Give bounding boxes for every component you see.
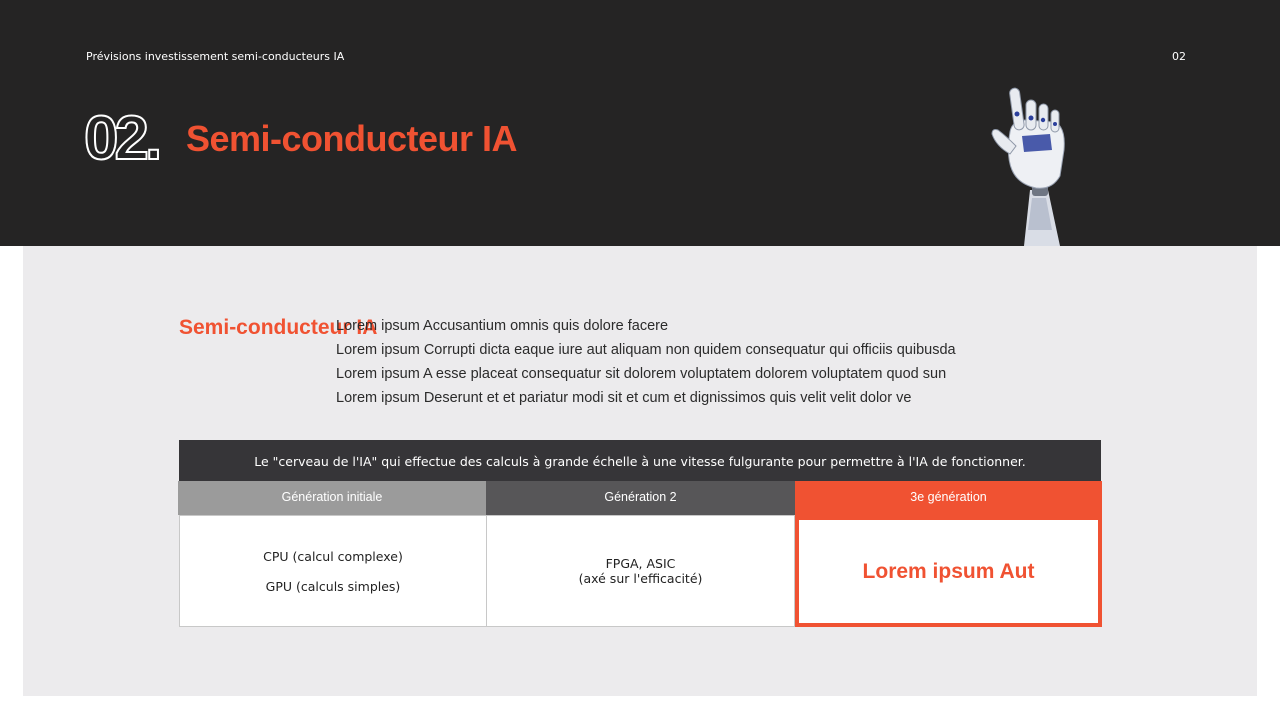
column-header-gen3: 3e génération [795, 481, 1102, 515]
cell-gen2 [487, 515, 795, 627]
column-header-initial: Génération initiale [178, 481, 486, 515]
intro-line: Lorem ipsum A esse placeat consequatur sit dolorem voluptatem dolorem voluptatem quod sun [336, 366, 947, 382]
intro-line: Lorem ipsum Corrupti dicta eaque iure aut aliquam non quidem consequatur qui officiis quibusda [336, 342, 956, 358]
section-title: Semi-conducteur IA [186, 118, 518, 159]
table-banner: Le "cerveau de l'IA" qui effectue des calculs à grande échelle à une vitesse fulgurante pour permettre à l'IA de fonctionner. [179, 440, 1101, 481]
intro-text [336, 314, 956, 410]
document-title: Prévisions investissement semi-conducteurs IA [86, 50, 345, 63]
intro-line: Lorem ipsum Deserunt et et pariatur modi sit et cum et dignissimos quis velit velit dolor ve [336, 390, 912, 406]
header-band [0, 0, 1280, 246]
section-number: 02. [84, 104, 159, 173]
column-header-gen2: Génération 2 [486, 481, 795, 515]
cell-highlight: Lorem ipsum Aut [862, 559, 1035, 583]
cell-line: CPU (calcul complexe) [263, 548, 403, 564]
cell-line: GPU (calculs simples) [265, 578, 401, 594]
intro-line: Lorem ipsum Accusantium omnis quis dolore facere [336, 318, 669, 334]
cell-gen3 [795, 515, 1102, 627]
intro-heading: Semi-conducteur IA [179, 316, 378, 339]
page-number: 02 [1172, 50, 1186, 63]
cell-line: FPGA, ASIC [605, 556, 676, 571]
cell-line: (axé sur l'efficacité) [578, 571, 703, 586]
robot-hand-icon [982, 80, 1092, 246]
cell-initial [179, 515, 487, 627]
